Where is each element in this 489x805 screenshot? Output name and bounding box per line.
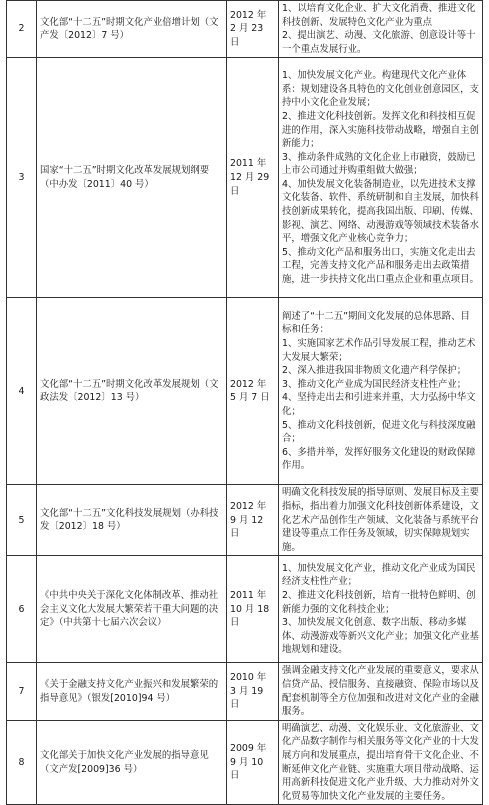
policy-summary: 强调金融支持文化产业发展的重要意义，要求从信贷产品、授信服务、直接融资、保险市场以及配套机制等全方位加强和改进对文化产业的金融服务。 — [279, 663, 483, 720]
policy-table — [6, 0, 483, 805]
policy-summary: 1、加快发展文化产业。构建现代文化产业体系：规划建设各具特色的文化创业创意园区，支持中小文化企业发展； 2、推进文化科技创新。发挥文化和科技相互促进的作用，深入实施科技带动战略，增强自主创新能力； 3、推动条件成熟的文化企业上市融资，鼓励已上市公司通过并购重组做大做强； 4、加快发展文化装备制造业，以先进技术支撑文化装备、软件、系统研制和自主发展，加快科技创新成果转化，提高我国出版、印刷、传媒、影视、演艺、网络、动漫游戏等领域技术装备水平，增强文化产业核心竞争力； 5、推动文化产品和服务出口，实施文化走出去工程，完善支持文化产品和服务走出去政策措施，进一步扶持文化出口重点企业和重点项目。 — [279, 58, 483, 298]
table-row — [7, 58, 483, 298]
row-index: 5 — [7, 485, 37, 556]
policy-summary: 明确文化科技发展的指导原则、发展目标及主要指标，指出着力加强文化科技创新体系建设，文化艺术产品创作生产领域、文化装备与系统平台建设等重点工作任务及领域，切实保障规划实施。 — [279, 485, 483, 556]
issue-date: 2012 年 9 月 12 日 — [227, 485, 279, 556]
table-row — [7, 720, 483, 805]
policy-name: 国家“十二五”时期文化改革发展规划纲要（中办发〔2011〕40 号） — [37, 58, 227, 298]
issue-date: 2012 年 2 月 23 日 — [227, 1, 279, 58]
row-index: 4 — [7, 298, 37, 485]
policy-summary: 1、以培育文化企业、扩大文化消费、推进文化科技创新、发展特色文化产业为重点 2、提出演艺、动漫、文化旅游、创意设计等十一个重点发展行业。 — [279, 1, 483, 58]
issue-date: 2011 年 12 月 29 日 — [227, 58, 279, 298]
row-index: 3 — [7, 58, 37, 298]
issue-date: 2011 年 10 月 18 日 — [227, 556, 279, 663]
policy-name: 文化部关于加快文化产业发展的指导意见（文产发[2009]36 号） — [37, 720, 227, 805]
issue-date: 2009 年 9 月 10 日 — [227, 720, 279, 805]
policy-summary: 明确演艺、动漫、文化娱乐业、文化旅游业、文化产品数字制作与相关服务等文化产业的十大发展方向和发展重点，提出培育骨干文化企业、不断延伸文化产业链、实施重大项目带动战略、运用高新科技促进文化产业升级、大力推动对外文化贸易等加快文化产业发展的主要任务。 — [279, 720, 483, 805]
table-row — [7, 485, 483, 556]
table-row — [7, 556, 483, 663]
policy-name: 《关于金融支持文化产业振兴和发展繁荣的指导意见》（银发[2010]94 号） — [37, 663, 227, 720]
table-row — [7, 663, 483, 720]
row-index: 2 — [7, 1, 37, 58]
row-index: 7 — [7, 663, 37, 720]
table-row — [7, 298, 483, 485]
table-row — [7, 1, 483, 58]
policy-name: 文化部“十二五”文化科技发展规划（办科技发〔2012〕18 号） — [37, 485, 227, 556]
row-index: 8 — [7, 720, 37, 805]
policy-name: 文化部“十二五”时期文化产业倍增计划（文产发〔2012〕7 号） — [37, 1, 227, 58]
row-index: 6 — [7, 556, 37, 663]
policy-name: 《中共中央关于深化文化体制改革、推动社会主义文化大发展大繁荣若干重大问题的决定》（中共第十七届六次会议） — [37, 556, 227, 663]
issue-date: 2012 年 5 月 7 日 — [227, 298, 279, 485]
policy-summary: 阐述了“十二五”期间文化发展的总体思路、目标和任务： 1、实施国家艺术作品引导发展工程，推动艺术大发展大繁荣； 2、深入推进我国非物质文化遗产科学保护； 3、推动文化产业成为国民经济支柱性产业； 4、坚持走出去和引进来并重，大力弘扬中华文化； 5、推动文化科技创新，促进文化与科技深度融合； 6、多措并举，发挥好服务文化建设的财政保障作用。 — [279, 298, 483, 485]
policy-name: 文化部“十二五”时期文化改革发展规划（文政法发〔2012〕13 号） — [37, 298, 227, 485]
policy-summary: 1、加快发展文化产业，推动文化产业成为国民经济支柱性产业； 2、推进文化科技创新，培育一批特色鲜明、创新能力强的文化科技企业； 3、加快发展文化创意、数字出版、移动多媒体、动漫游戏等新兴文化产业；加强文化产业基地规划和建设。 — [279, 556, 483, 663]
issue-date: 2010 年 3 月 19 日 — [227, 663, 279, 720]
